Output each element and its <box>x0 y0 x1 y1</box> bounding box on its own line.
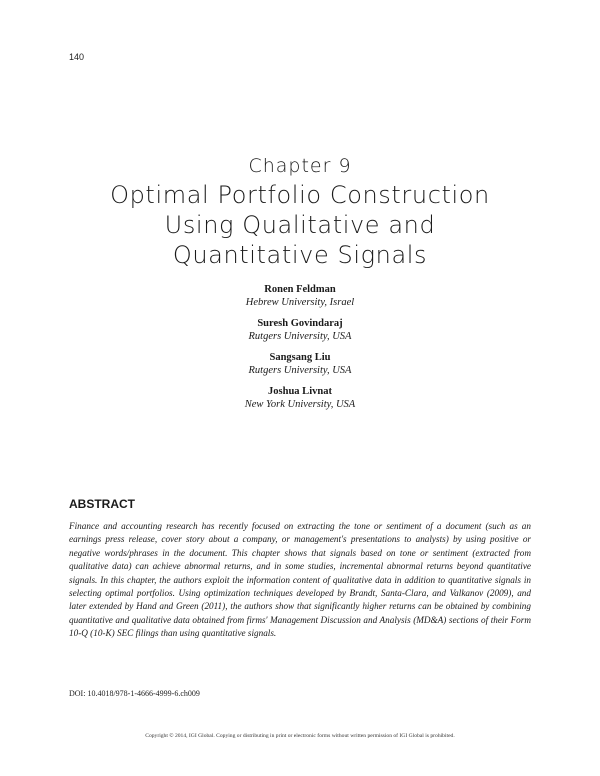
chapter-title-line: Optimal Portfolio Construction <box>110 181 490 209</box>
abstract-body: Finance and accounting research has recently focused on extracting the tone or sentiment of a document (such as an earnings press release, cover story about a company, or management's presentations to analysts) by using positive or negative words/phrases in the document. This chapter shows that signals based on tone or sentiment (extracted from qualitative data) can achieve abnormal returns, and in some studies, incremental abnormal returns beyond quantitative signals. In this chapter, the authors exploit the information content of qualitative data in addition to quantitative signals in selecting optimal portfolios. Using optimization techniques developed by Brandt, Santa-Clara, and Valkanov (2009), and later extended by Hand and Green (2011), the authors show that significantly higher returns can be obtained by combining quantitative and qualitative data obtained from firms' Management Discussion and Analysis (MD&A) sections of their Form 10-Q (10-K) SEC filings than using quantitative signals. <box>69 521 531 639</box>
author-affiliation: Rutgers University, USA <box>248 365 352 376</box>
author-name: Joshua Livnat <box>268 386 332 397</box>
page-number: 140 <box>69 52 85 62</box>
chapter-label: Chapter 9 <box>248 155 352 177</box>
abstract-heading: ABSTRACT <box>69 497 135 511</box>
author-name: Ronen Feldman <box>264 284 336 295</box>
author-affiliation: New York University, USA <box>244 399 356 410</box>
author-affiliation: Rutgers University, USA <box>248 331 352 342</box>
author-block <box>0 351 600 377</box>
author-name: Suresh Govindaraj <box>257 318 343 329</box>
author-name: Sangsang Liu <box>269 352 331 363</box>
chapter-title-line: Using Qualitative and <box>164 211 436 239</box>
author-block <box>0 385 600 411</box>
chapter-title <box>40 180 560 270</box>
author-block <box>0 317 600 343</box>
chapter-title-line: Quantitative Signals <box>172 241 428 269</box>
copyright-notice: Copyright © 2014, IGI Global. Copying or distributing in print or electronic forms without written permission of IGI Global is prohibited. <box>145 733 455 739</box>
doi: DOI: 10.4018/978-1-4666-4999-6.ch009 <box>69 689 200 698</box>
author-list <box>0 283 600 419</box>
author-block <box>0 283 600 309</box>
author-affiliation: Hebrew University, Israel <box>245 297 355 308</box>
